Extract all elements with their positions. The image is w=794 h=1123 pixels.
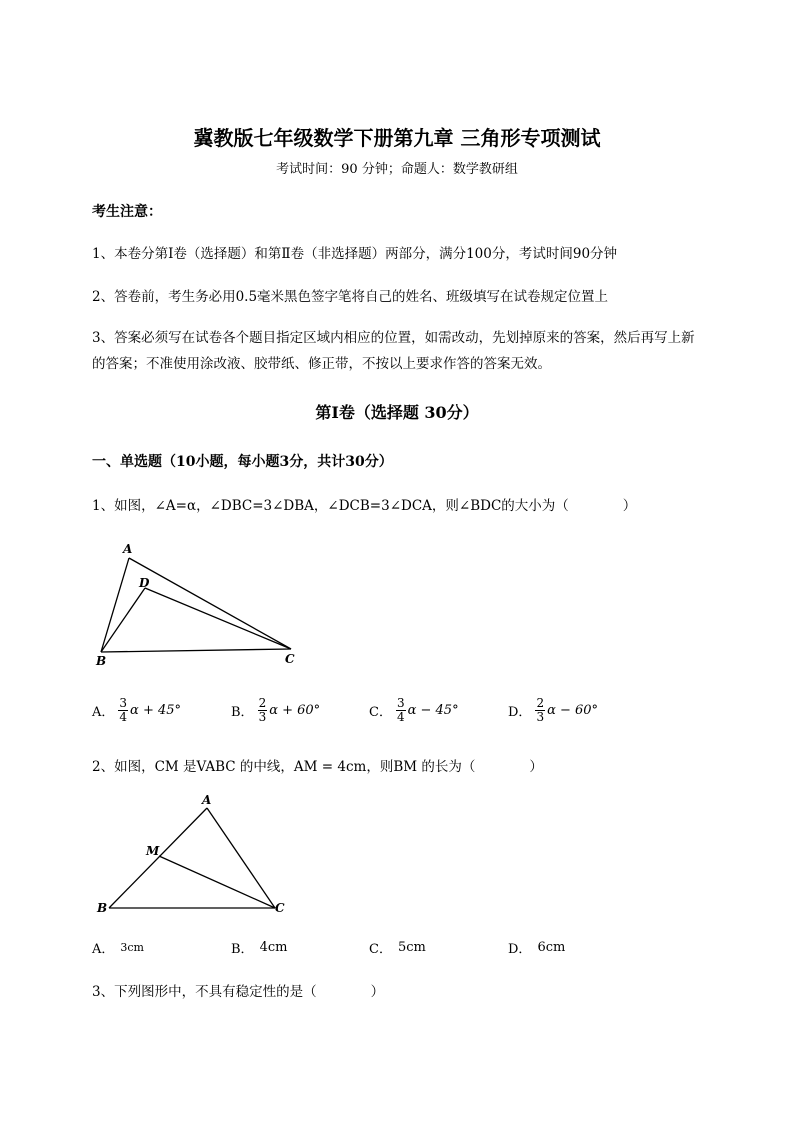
q2-label-b: B: [97, 901, 108, 915]
q1-option-c-letter: C．: [369, 705, 392, 720]
notice-item-2: 2、答卷前，考生务必用0.5毫米黑色签字笔将自己的姓名、班级填写在试卷规定位置上: [92, 289, 609, 305]
question-1-text: 1、如图，∠A=α，∠DBC=3∠DBA，∠DCB=3∠DCA，则∠BDC的大小为（ ）: [92, 498, 637, 514]
q2-option-d-letter: D．: [508, 942, 532, 957]
q2-option-c-letter: C．: [369, 942, 392, 957]
q2-label-m: M: [146, 844, 160, 858]
q1-option-d-letter: D．: [508, 705, 532, 720]
q1-option-b[interactable]: [231, 697, 320, 724]
q1-option-d-fraction: $\frac{2}{3}$: [536, 696, 545, 724]
q2-option-b[interactable]: [231, 938, 287, 957]
q1-label-a: A: [123, 542, 133, 556]
q1-option-b-fraction: $\frac{2}{3}$: [258, 696, 267, 724]
q1-option-a-fraction: $\frac{3}{4}$: [119, 696, 128, 724]
q2-label-c: C: [275, 901, 285, 915]
q2-option-a-letter: A．: [92, 942, 115, 957]
exam-subtitle: 考试时间：90 分钟；命题人：数学教研组: [276, 162, 518, 177]
part-heading: 一、单选题（10小题，每小题3分，共计30分）: [92, 454, 393, 470]
q2-option-d-value: 6cm: [537, 940, 566, 955]
q1-option-c-expr: α − 45°: [407, 703, 459, 718]
q1-option-b-letter: B．: [231, 705, 254, 720]
question-3-text: 3、下列图形中，不具有稳定性的是（ ）: [92, 984, 385, 1000]
q2-option-c-value: 5cm: [397, 940, 426, 955]
q2-option-b-value: 4cm: [259, 940, 288, 955]
q1-option-a-expr: α + 45°: [130, 703, 182, 718]
q1-label-c: C: [285, 652, 295, 666]
q2-option-a[interactable]: [92, 938, 144, 957]
q1-option-d-expr: α − 60°: [547, 703, 599, 718]
q1-option-a-letter: A．: [92, 705, 115, 720]
notice-item-1: 1、本卷分第I卷（选择题）和第Ⅱ卷（非选择题）两部分，满分100分，考试时间90分钟: [92, 246, 618, 262]
question-2-text: 2、如图，CM 是VABC 的中线，AM = 4cm，则BM 的长为（ ）: [92, 759, 543, 775]
q1-option-c[interactable]: [369, 697, 459, 724]
notice-heading: 考生注意：: [92, 204, 162, 220]
notice-item-3-cont: 的答案；不准使用涂改液、胶带纸、修正带，不按以上要求作答的答案无效。: [92, 356, 551, 372]
q2-option-b-letter: B．: [231, 942, 254, 957]
notice-item-3: 3、答案必须写在试卷各个题目指定区域内相应的位置，如需改动，先划掉原来的答案，然后再写上新: [92, 330, 695, 346]
q1-option-d[interactable]: [508, 697, 598, 724]
q2-option-c[interactable]: [369, 938, 426, 957]
exam-title: 冀教版七年级数学下册第九章 三角形专项测试: [193, 126, 601, 150]
q1-option-b-expr: α + 60°: [269, 703, 321, 718]
question-2-figure: [92, 790, 292, 920]
q1-label-d: D: [139, 576, 150, 590]
question-1-figure: [88, 538, 308, 670]
section-title: 第I卷（选择题 30分）: [315, 403, 479, 422]
q1-label-b: B: [96, 654, 107, 668]
q2-label-a: A: [202, 793, 212, 807]
q1-option-c-fraction: $\frac{3}{4}$: [396, 696, 405, 724]
q2-option-d[interactable]: [508, 938, 565, 957]
q2-option-a-value: 3cm: [120, 941, 144, 954]
q1-option-a[interactable]: [92, 697, 181, 724]
